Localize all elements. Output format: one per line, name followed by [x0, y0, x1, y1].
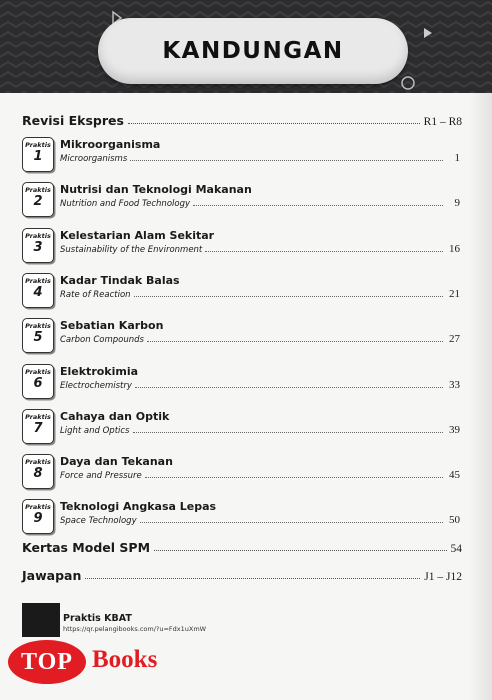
dot-leader [193, 205, 443, 206]
chapter-subtitle-row [60, 333, 460, 345]
footer-url[interactable]: https://qr.pelangibooks.com/?u=Fdx1uXmW [63, 625, 207, 633]
chapter-page: 39 [449, 423, 460, 436]
toc-chapter-6[interactable] [22, 364, 462, 398]
dot-leader [85, 578, 420, 579]
entry-label: Jawapan [22, 568, 82, 583]
chapter-title: Daya dan Tekanan [60, 455, 173, 469]
toc-chapter-2[interactable] [22, 182, 462, 216]
chapter-subtitle: Electrochemistry [60, 380, 132, 391]
dot-leader [135, 387, 443, 388]
dot-leader [147, 341, 443, 342]
chapter-badge [22, 454, 54, 489]
chapter-subtitle-row [60, 243, 460, 255]
chapter-page: 21 [449, 287, 460, 300]
badge-label: Praktis [25, 141, 51, 149]
badge-label: Praktis [25, 412, 51, 421]
chapter-subtitle: Carbon Compounds [60, 335, 144, 346]
toc-chapter-3[interactable] [22, 228, 462, 262]
chapter-badge [22, 137, 54, 172]
topbooks-logo-top: TOP [8, 640, 86, 684]
entry-page: J1 – J12 [424, 571, 462, 583]
badge-label: Praktis [25, 231, 51, 240]
chapter-subtitle: Light and Optics [60, 425, 130, 436]
toc-entry-kertas[interactable] [22, 540, 462, 555]
chapter-subtitle: Microorganisms [60, 154, 128, 164]
chapter-badge [22, 318, 54, 353]
chapter-badge [22, 499, 54, 534]
chapter-page: 1 [454, 152, 460, 164]
dot-leader [154, 550, 446, 551]
chapter-subtitle: Force and Pressure [60, 471, 142, 482]
dot-leader [128, 123, 420, 124]
toc-chapter-5[interactable] [22, 318, 462, 352]
chapter-badge [22, 182, 54, 217]
chapter-subtitle-row [60, 379, 460, 391]
header-banner [0, 0, 492, 93]
toc-entry-revisi[interactable] [22, 113, 462, 128]
chapter-subtitle: Space Technology [60, 516, 137, 527]
chapter-badge [22, 364, 54, 399]
badge-label: Praktis [25, 367, 51, 376]
chapter-page: 16 [449, 242, 460, 255]
qr-code[interactable] [22, 603, 60, 637]
chapter-badge [22, 228, 54, 263]
page-title: KANDUNGAN [98, 18, 408, 84]
dot-leader [133, 432, 444, 433]
chapter-number: 6 [33, 375, 43, 391]
badge-label: Praktis [25, 458, 51, 467]
chapter-number: 5 [33, 330, 43, 346]
topbooks-logo-books: Books [92, 646, 158, 673]
chapter-number: 4 [33, 284, 43, 300]
chapter-page: 45 [449, 469, 460, 482]
dot-leader [134, 296, 443, 297]
chapter-number: 1 [33, 149, 43, 164]
chapter-subtitle-row [60, 197, 460, 209]
entry-page: R1 – R8 [423, 116, 462, 128]
chapter-title: Mikroorganisma [60, 138, 161, 151]
chapter-subtitle-row [60, 424, 460, 436]
badge-label: Praktis [25, 276, 51, 285]
toc-entry-jawapan[interactable] [22, 568, 462, 583]
chapter-badge [22, 273, 54, 308]
footer-title: Praktis KBAT [63, 613, 132, 624]
toc-chapter-7[interactable] [22, 409, 462, 443]
dot-leader [145, 477, 443, 478]
badge-label: Praktis [25, 186, 51, 195]
entry-label: Revisi Ekspres [22, 113, 124, 128]
chapter-title: Kadar Tindak Balas [60, 273, 180, 287]
chapter-page: 50 [449, 514, 460, 527]
toc-chapter-8[interactable] [22, 454, 462, 488]
badge-label: Praktis [25, 322, 51, 331]
chapter-number: 3 [33, 239, 43, 255]
chapter-page: 33 [449, 378, 460, 391]
chapter-subtitle-row [60, 514, 460, 526]
page-edge-shadow [468, 93, 492, 700]
chapter-number: 7 [33, 420, 43, 436]
chapter-badge [22, 409, 54, 444]
chapter-title: Kelestarian Alam Sekitar [60, 228, 215, 242]
dot-leader [205, 251, 443, 252]
dot-leader [130, 160, 443, 161]
chapter-title: Cahaya dan Optik [60, 409, 170, 423]
chapter-subtitle-row [60, 469, 460, 481]
chapter-page: 9 [454, 197, 460, 210]
chapter-title: Sebatian Karbon [60, 319, 164, 333]
toc-chapter-1[interactable] [22, 137, 462, 171]
chapter-number: 2 [33, 194, 43, 210]
chapter-number: 8 [33, 466, 43, 482]
dot-leader [140, 522, 443, 523]
chapter-subtitle-row [60, 152, 460, 164]
chapter-page: 27 [449, 333, 460, 346]
chapter-title: Elektrokimia [60, 364, 139, 378]
chapter-subtitle: Sustainability of the Environment [60, 244, 203, 255]
chapter-title: Teknologi Angkasa Lepas [60, 500, 217, 514]
entry-label: Kertas Model SPM [22, 540, 151, 555]
chapter-subtitle: Rate of Reaction [60, 289, 131, 300]
toc-chapter-9[interactable] [22, 499, 462, 533]
badge-label: Praktis [25, 503, 51, 512]
chapter-title: Nutrisi dan Teknologi Makanan [60, 183, 252, 197]
chapter-number: 9 [33, 511, 43, 527]
toc-chapter-4[interactable] [22, 273, 462, 307]
chapter-subtitle: Nutrition and Food Technology [60, 199, 191, 210]
entry-page: 54 [450, 543, 462, 555]
chapter-subtitle-row [60, 288, 460, 300]
